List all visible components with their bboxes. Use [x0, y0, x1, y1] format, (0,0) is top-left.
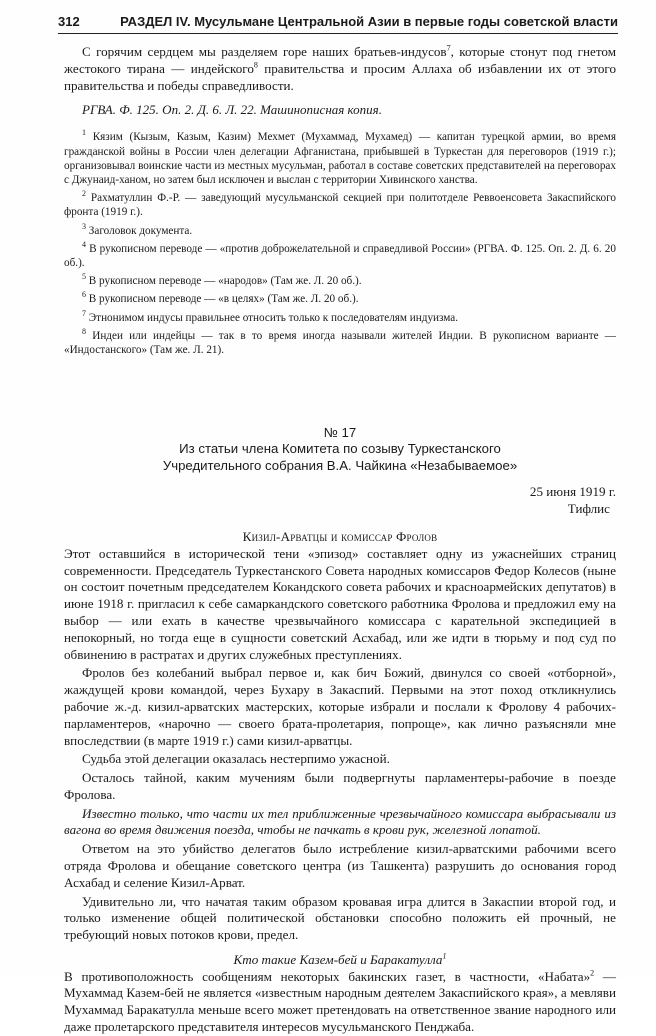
- page-content: [64, 44, 616, 1036]
- section-heading: Кизил-Арватцы и комиссар Фролов: [242, 529, 438, 545]
- body-paragraph: Этот оставшийся в исторической тени «эпизод» составляет одну из ужаснейших страниц современности. Председатель Туркестанского Совета народных комиссаров Федор Колесов (ныне он состоит почетным председателем Кокандского совета рабочих и красноармейских депутатов) в июне 1918 г. пригласил к себе самаркандского советского работника Фролова и предложил ему на выбор — или ехать в качестве чрезвычайного комиссара с карательной экспедицией в непокорный, но тогда еще в сущности советский Асхабад, или же идти в тюрьму и под суд по обвинению в растратах и других служебных преступлениях.: [64, 545, 616, 662]
- header-rule: [58, 33, 618, 34]
- document-place: Тифлис: [567, 500, 610, 516]
- page-number: 312: [58, 14, 80, 29]
- document-title-line: Из статьи члена Комитета по созыву Туркестанского: [179, 441, 501, 457]
- footnote: $^7$ Этнонимом индусы правильнее относить только к последователям индуизма.: [82, 308, 459, 324]
- footnote-ref: 2: [590, 968, 595, 978]
- footnote-ref: 1: [442, 951, 447, 961]
- archival-source: РГВА. Ф. 125. Оп. 2. Д. 6. Л. 22. Машинописная копия.: [82, 102, 382, 118]
- footnote-ref: 8: [253, 60, 258, 70]
- body-paragraph: Судьба этой делегации оказалась нестерпимо ужасной.: [82, 751, 390, 767]
- section-title: РАЗДЕЛ IV. Мусульмане Центральной Азии в первые годы советской власти: [120, 14, 618, 29]
- document-date: 25 июня 1919 г.: [529, 484, 616, 500]
- body-paragraph: Осталось тайной, каким мучениям были подвергнуты парламентеры-рабочие в поезде Фролова.: [64, 770, 616, 802]
- italic-paragraph: Известно только, что части их тел приближенные чрезвычайного комиссара выбрасывали из вагона во время движения поезда, чтобы не пачкать в крови рук, железной лопатой.: [64, 805, 616, 838]
- footnote: $^3$ Заголовок документа.: [82, 221, 193, 237]
- body-paragraph: Ответом на это убийство делегатов было истребление кизил-арватскими рабочими всего отряда Фролова и обещание советского центра (из Ташкента) разрушить до основания город Асхабад и селение Кизил-Арват.: [64, 841, 616, 890]
- footnote: $^1$ Кязим (Кызым, Казым, Казим) Мехмет (Мухаммад, Мухамед) — капитан турецкой армии, во время гражданской войны в России член делегации Афганистана, прибывшей в Туркестан для переговоров (1919 г.); организовывал воинские части из местных мусульман, работал в составе советских представителей на переговорах с Джунаид-ханом, но затем был исключен и выслан с территории Хивинского ханства.: [64, 128, 616, 186]
- footnote: $^6$ В рукописном переводе — «в целях» (Там же. Л. 20 об.).: [82, 290, 359, 306]
- body-paragraph: Удивительно ли, что начатая таким образом кровавая игра длится в Закаспии второй год, и только изменение общей политической обстановки способно положить ей прочный, не требующий новых потоков крови, предел.: [64, 893, 616, 943]
- section-heading: Кто такие Казем-бей и Баракатулла$^1$: [233, 951, 447, 968]
- footnote: $^8$ Индеи или индейцы — так в то время иногда называли жителей Индии. В рукописном варианте — «Индостанского» (Там же. Л. 21).: [64, 326, 616, 357]
- body-paragraph: Фролов без колебаний выбрал первое и, как бич Божий, двинулся со своей «отборной», жаждущей крови командой, через Бухару в Закаспий. Первыми на этот поход откликнулись рабочие ж.-д. кизил-арватских мастерских, которые избрали и послали к Фролову 4 рабочих-парламентеров, «нарочно — своего брата-пролетария, попроще», как лично разъясняли мне впоследствии (в марте 1919 г.) сами кизил-арватцы.: [64, 665, 616, 748]
- document-title-line: Учредительного собрания В.А. Чайкина «Незабываемое»: [162, 457, 518, 473]
- document-number: № 17: [323, 425, 357, 441]
- footnote: $^2$ Рахматуллин Ф.-Р. — заведующий мусульманской секцией при политотделе Реввоенсовета Закаспийского фронта (1919 г.).: [64, 189, 617, 219]
- intro-paragraph: С горячим сердцем мы разделяем горе наших братьев-индусов$^7$, которые стонут под гнетом жестокого тирана — индейского$^8$ правительства и просим Аллаха об избавлении их от этого правительства и победы справедливости.: [64, 43, 617, 93]
- running-header: [58, 12, 618, 34]
- footnote: $^5$ В рукописном переводе — «народов» (Там же. Л. 20 об.).: [82, 272, 362, 288]
- footnote-ref: 7: [446, 43, 451, 53]
- body-paragraph: В противоположность сообщениям некоторых бакинских газет, в частности, «Набата»$^2$ — Мухаммад Казем-бей не является «известным народным деятелем Закаспийского края», а мевляви Мухаммад Баракатулла меньше всего может претендовать на ответственное звание народного или даже пролетарского представителя интересов мусульманского Пенджаба.: [64, 968, 616, 1034]
- footnote: $^4$ В рукописном переводе — «против доброжелательной и справедливой России» (РГВА. Ф. 125. Оп. 2. Д. 6. 20 об.).: [64, 239, 616, 270]
- footnotes: [64, 126, 616, 357]
